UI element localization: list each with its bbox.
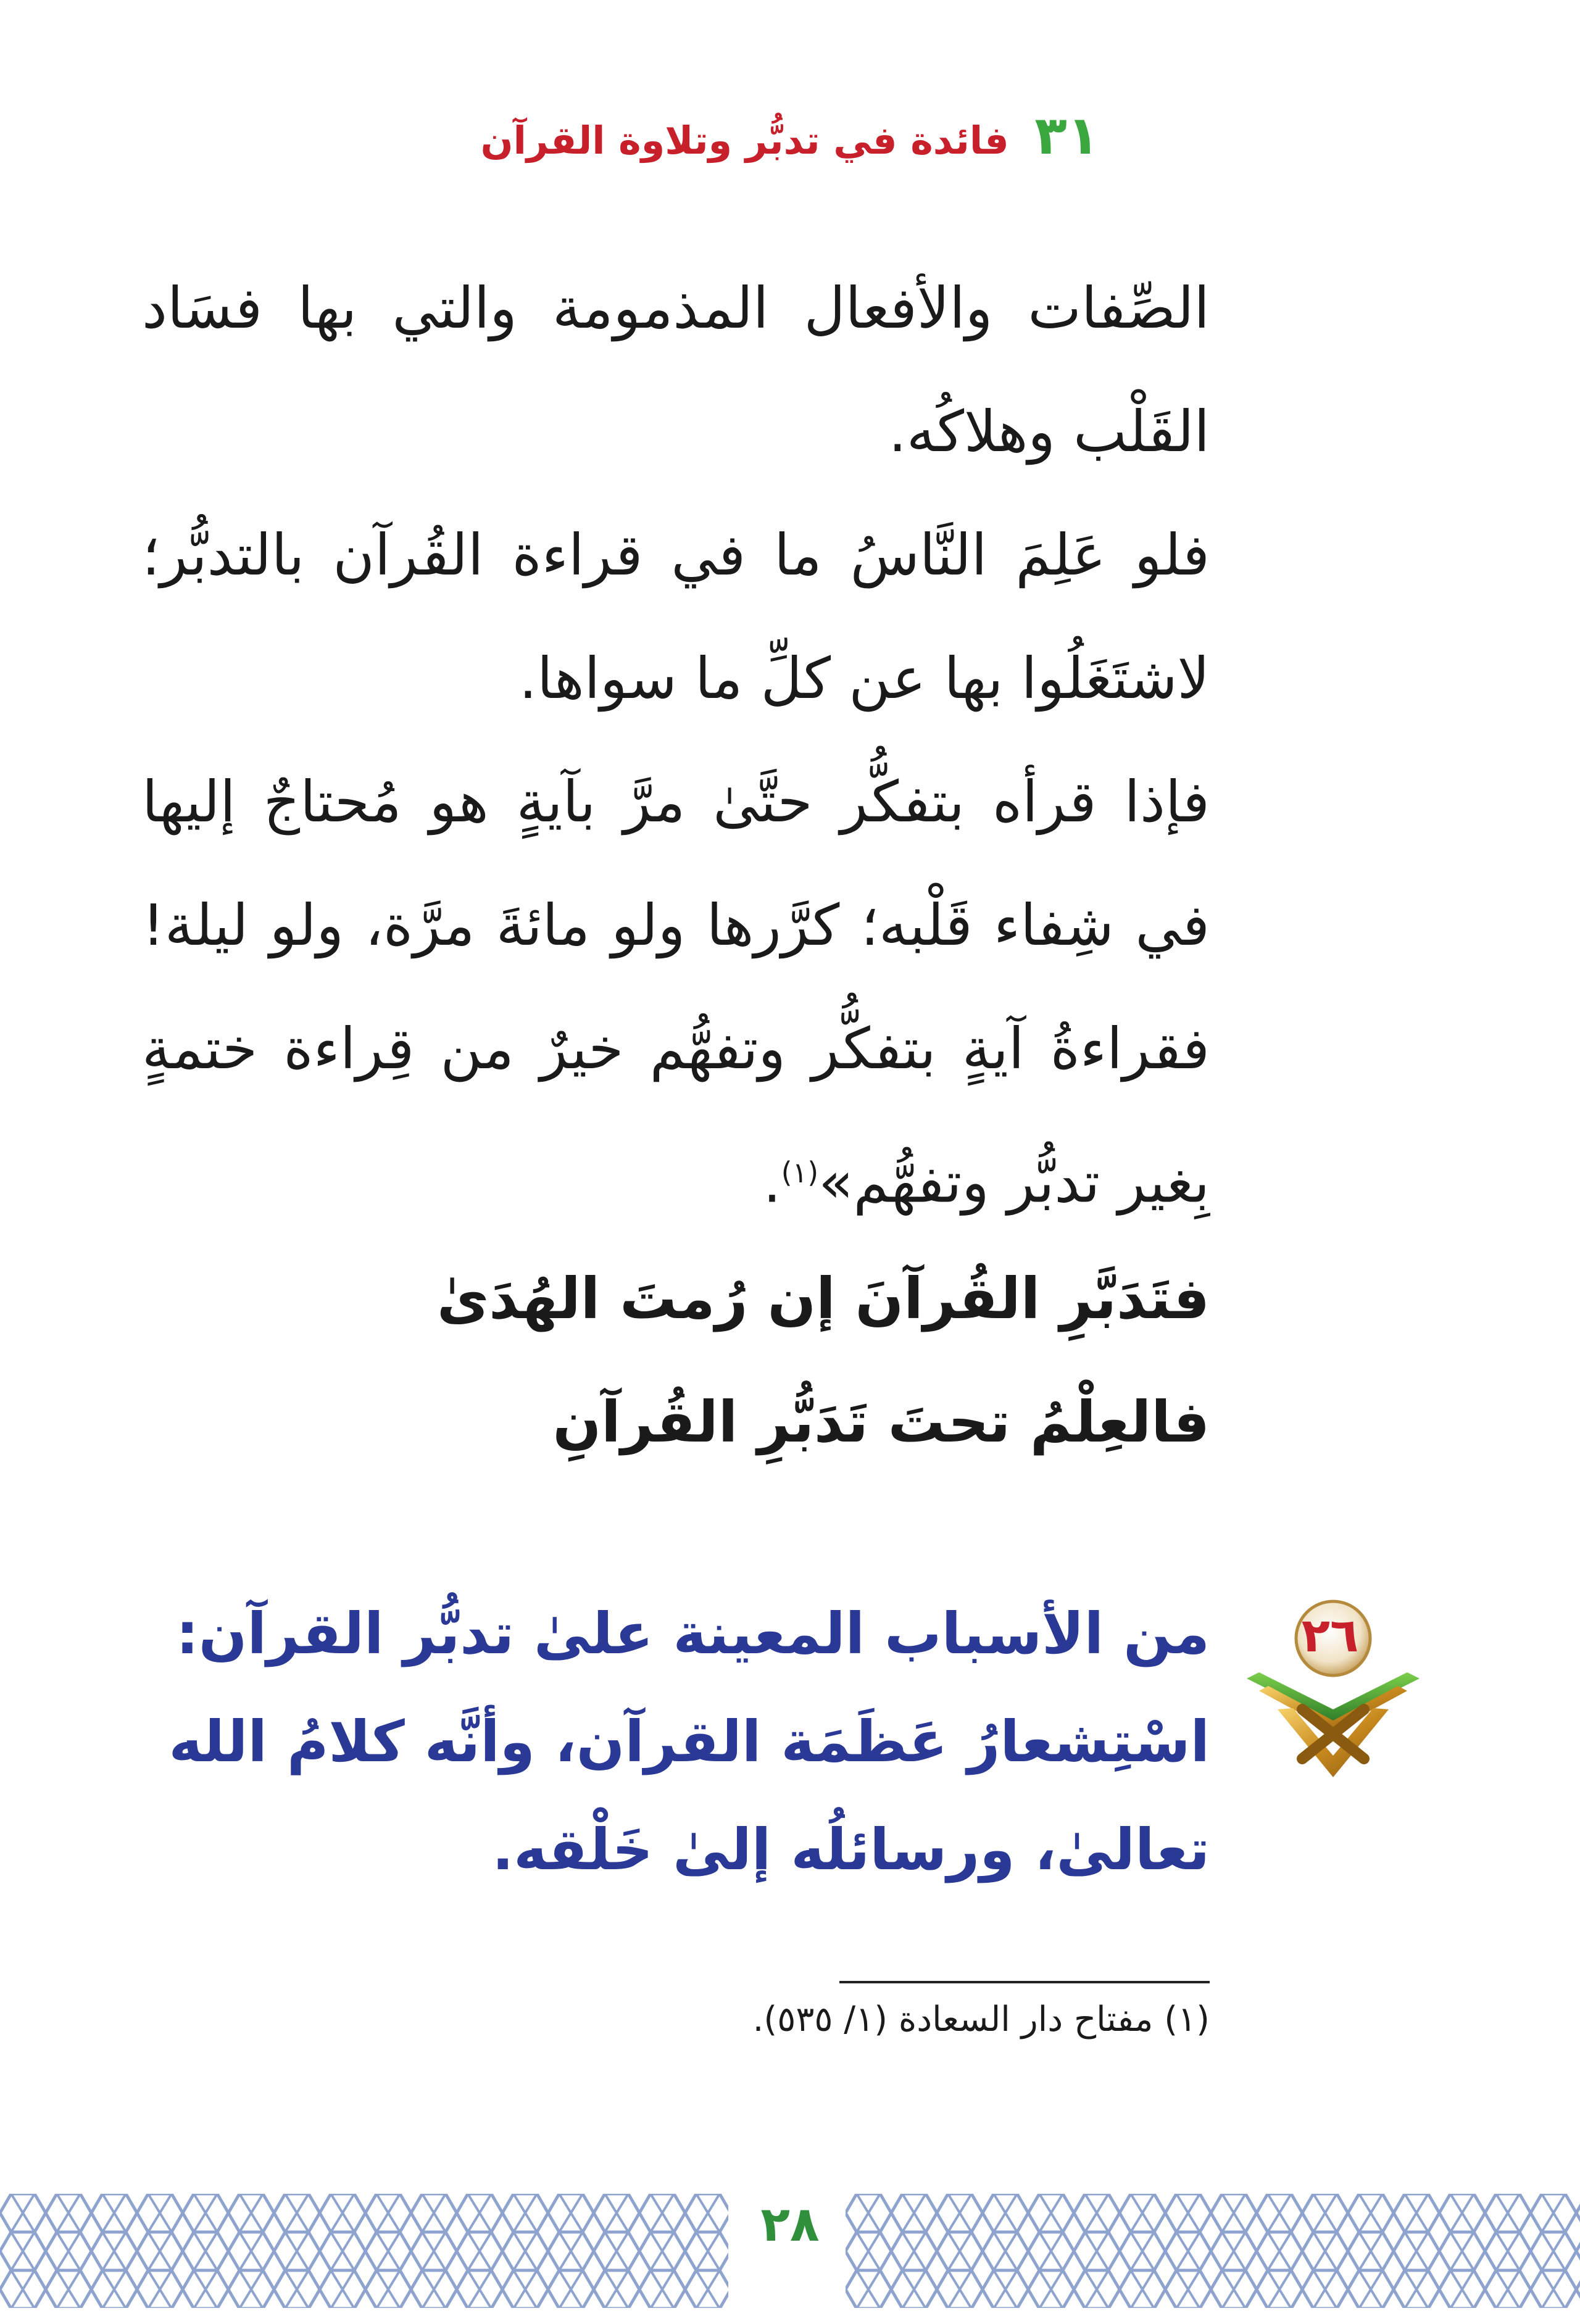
paragraph-3-text: فإذا قرأه بتفكُّر حتَّىٰ مرَّ بآيةٍ هو مُحتاجٌ إليها في شِفاء قَلْبه؛ كرَّرها ولو مائةَ مرَّة، ولو ليلة! فقراءةُ آيةٍ بتفكُّر وتفهُّم خيرٌ من قِراءة ختمةٍ بِغير تدبُّر وتفهُّم»: [142, 769, 1210, 1216]
decorative-border-left: [0, 2194, 728, 2308]
header-title: فائدة في تدبُّر وتلاوة القرآن: [480, 118, 1009, 163]
section-line-1: من الأسباب المعينة علىٰ تدبُّر القرآن:: [176, 1601, 1210, 1667]
paragraph-1: الصِّفات والأفعال المذمومة والتي بها فسَاد القَلْب وهلاكُه.: [142, 275, 1210, 465]
poem-verse: [142, 1237, 1210, 1484]
header-number: ٣١: [1034, 105, 1100, 167]
footnote-divider: [839, 1981, 1210, 1983]
paragraph-3-end: .: [763, 1149, 781, 1216]
main-text: [142, 247, 1210, 1245]
poem-line-1: فتَدَبَّرِ القُرآنَ إن رُمتَ الهُدَىٰ: [436, 1266, 1210, 1332]
footnote-reference[interactable]: (١): [781, 1156, 819, 1189]
paragraph-2: فلو عَلِمَ النَّاسُ ما في قراءة القُرآن بالتدبُّر؛ لاشتَغَلُوا بها عن كلِّ ما سواها.: [142, 522, 1210, 712]
paragraph-3: [142, 741, 1210, 1245]
decorative-border-right: [846, 2194, 1580, 2308]
section-text: [142, 1580, 1210, 1904]
footnote: (١) مفتاح دار السعادة (١/ ٥٣٥).: [752, 1999, 1210, 2040]
poem-line-2: فالعِلْمُ تحتَ تَدَبُّرِ القُرآنِ: [552, 1389, 1210, 1455]
page-header: [0, 105, 1580, 167]
section-number-badge: ٢٦: [1301, 1608, 1359, 1662]
section-line-3: تعالىٰ، ورسائلُه إلىٰ خَلْقه.: [492, 1817, 1210, 1883]
page-number: ٢٨: [760, 2197, 820, 2252]
section-line-2: اسْتِشعارُ عَظَمَة القرآن، وأنَّه كلامُ الله: [168, 1709, 1210, 1775]
